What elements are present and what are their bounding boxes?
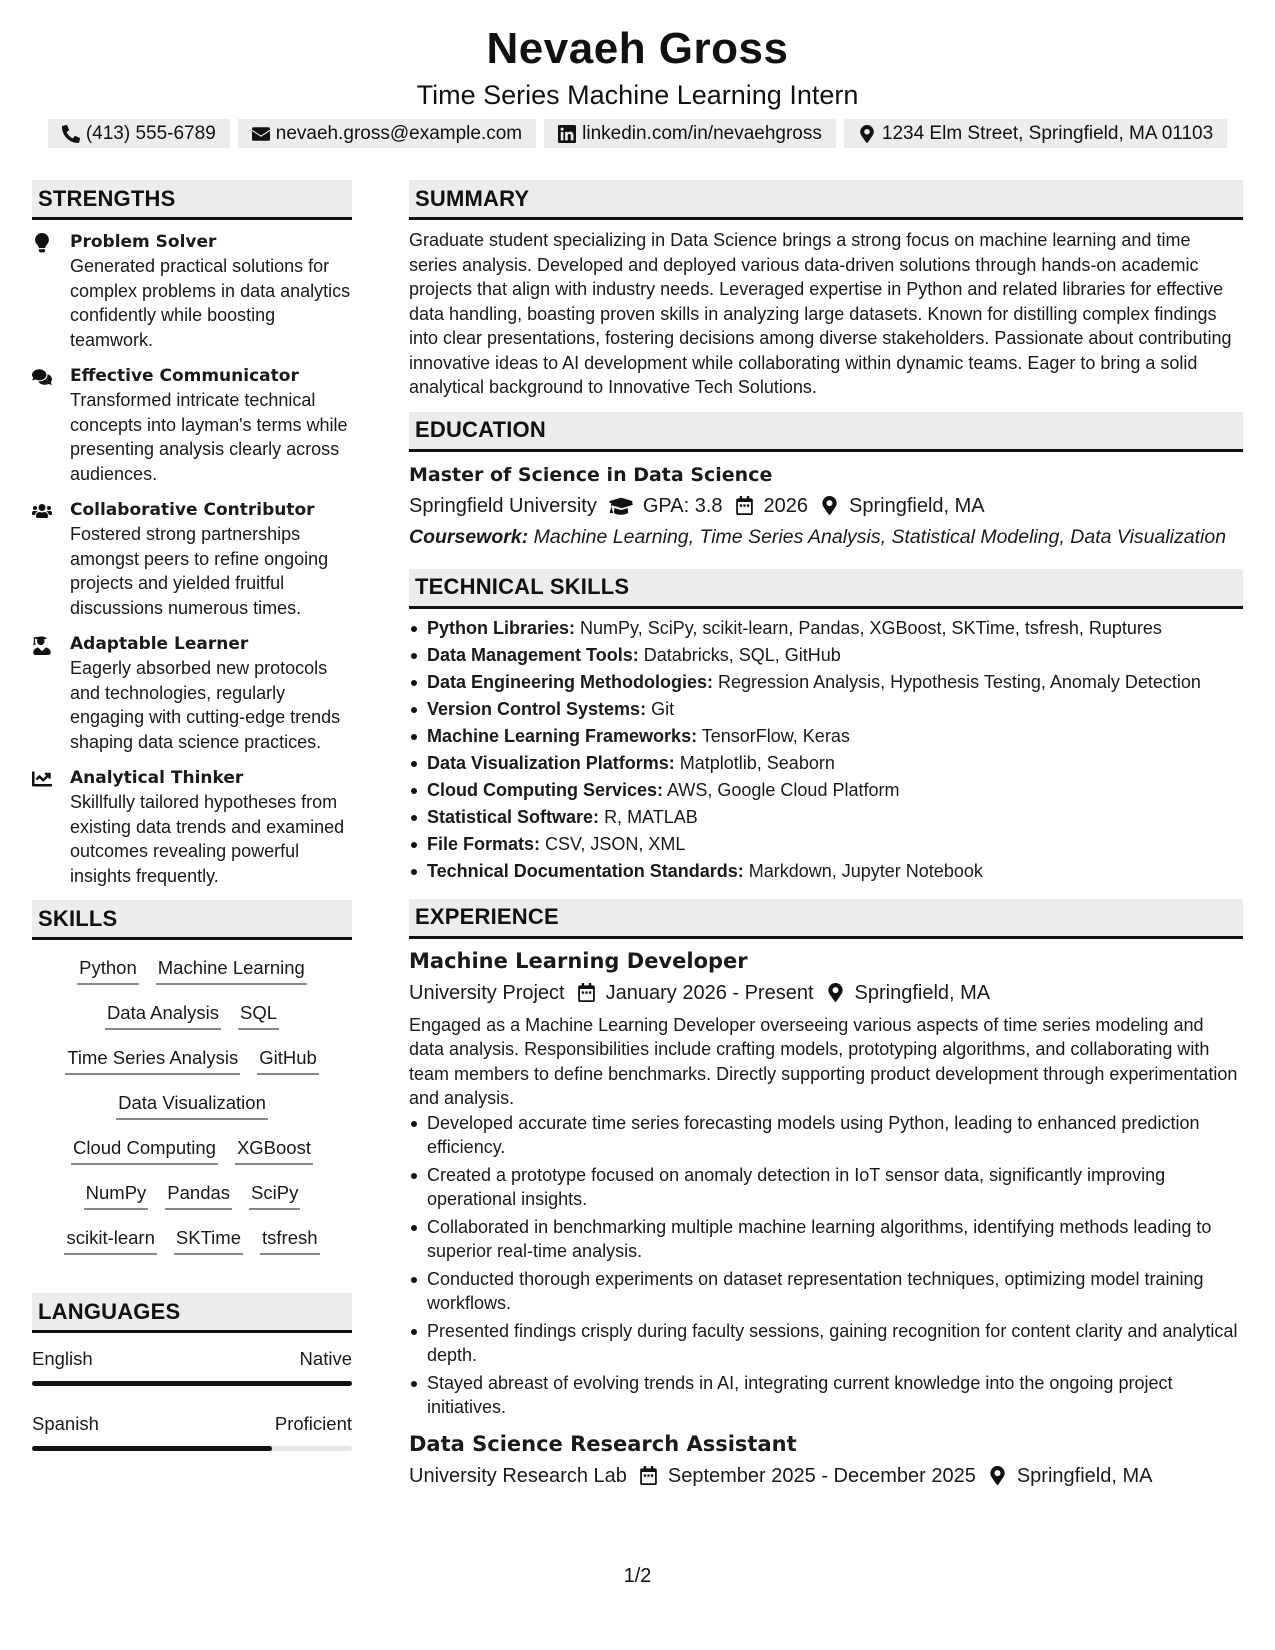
skill-tag: Python <box>77 956 139 985</box>
contact-bar <box>0 119 1275 148</box>
contact-linkedin-text: linkedin.com/in/nevaehgross <box>582 122 822 144</box>
list-item: Stayed abreast of evolving trends in AI, integrating current knowledge into the ongoing project initiatives. <box>409 1371 1243 1420</box>
phone-icon <box>62 125 80 143</box>
tech-label: Data Management Tools: <box>427 644 639 665</box>
list-item: Collaborated in benchmarking multiple machine learning algorithms, identifying methods leading to superior real-time analysis. <box>409 1215 1243 1264</box>
school-name: Springfield University <box>409 494 597 517</box>
language-bar <box>32 1381 352 1386</box>
contact-linkedin <box>544 119 836 148</box>
users-icon <box>32 501 52 521</box>
strength-item <box>32 498 352 620</box>
tech-value: NumPy, SciPy, scikit-learn, Pandas, XGBoost, SKTime, tsfresh, Ruptures <box>580 617 1162 638</box>
tech-value: Markdown, Jupyter Notebook <box>748 860 983 881</box>
candidate-name: Nevaeh Gross <box>486 24 789 73</box>
skill-tag: Cloud Computing <box>71 1136 218 1165</box>
summary-text: Graduate student specializing in Data Science brings a strong focus on machine learning and time series analysis. Developed and deployed various data-driven solutions through hands-on academic projects that align with industry needs. Leveraged expertise in Python and related libraries for effective data handling, boasting proven skills in analyzing large datasets. Known for distilling complex findings into clear presentations, fostering decisions among diverse stakeholders. Passionate about contributing innovative ideas to AI development while collaborating within dynamic teams. Eager to bring a solid analytical background to Innovative Tech Solutions. <box>409 230 1232 397</box>
language-bar <box>32 1446 352 1451</box>
list-item: Developed accurate time series forecasting models using Python, leading to enhanced prediction efficiency. <box>409 1111 1243 1160</box>
tech-value: R, MATLAB <box>604 806 698 827</box>
strength-item <box>32 364 352 486</box>
job-org: University Project <box>409 981 565 1004</box>
education-location: Springfield, MA <box>849 494 985 517</box>
skill-tag: Data Visualization <box>116 1091 268 1120</box>
strength-desc: Fostered strong partnerships amongst peers to refine ongoing projects and yielded fruitful discussions numerous times. <box>70 524 329 618</box>
language-level: Proficient <box>274 1413 352 1434</box>
skill-tag: GitHub <box>257 1046 319 1075</box>
chart-line-icon <box>32 769 52 789</box>
education-meta <box>409 491 1243 521</box>
tech-label: Python Libraries: <box>427 617 576 638</box>
tech-label: Machine Learning Frameworks: <box>427 725 698 746</box>
language-name: Spanish <box>32 1413 99 1434</box>
tech-label: Cloud Computing Services: <box>427 779 664 800</box>
strength-desc: Transformed intricate technical concepts into layman's terms while presenting analysis clearly across audiences. <box>70 390 348 484</box>
map-pin-icon <box>858 125 876 143</box>
tech-label: File Formats: <box>427 833 541 854</box>
summary-heading: SUMMARY <box>409 180 1243 220</box>
resume-header <box>0 0 1275 148</box>
strength-desc: Skillfully tailored hypotheses from existing data trends and examined outcomes revealing powerful insights frequently. <box>70 792 345 886</box>
skill-tag: XGBoost <box>235 1136 313 1165</box>
gpa: GPA: 3.8 <box>642 494 723 517</box>
tech-value: Git <box>651 698 675 719</box>
job-title: Machine Learning Developer <box>409 948 748 973</box>
list-item <box>409 750 1243 777</box>
calendar-icon <box>639 1466 658 1485</box>
job-entry <box>409 947 1243 1420</box>
skill-tag: Pandas <box>165 1181 232 1210</box>
list-item: Created a prototype focused on anomaly detection in IoT sensor data, significantly improving operational insights. <box>409 1163 1243 1212</box>
job-org: University Research Lab <box>409 1464 627 1487</box>
skills-heading: SKILLS <box>32 900 352 940</box>
list-item <box>409 642 1243 669</box>
tech-label: Data Engineering Methodologies: <box>427 671 714 692</box>
tech-value: AWS, Google Cloud Platform <box>667 779 900 800</box>
strength-title: Collaborative Contributor <box>70 500 315 520</box>
graduate-icon <box>32 635 52 655</box>
skill-tag: Data Analysis <box>105 1001 221 1030</box>
strength-item <box>32 230 352 352</box>
graduation-cap-icon <box>609 496 633 515</box>
map-pin-icon <box>988 1466 1007 1485</box>
coursework <box>409 525 1243 549</box>
list-item <box>409 777 1243 804</box>
skill-tag: NumPy <box>84 1181 149 1210</box>
skill-tag: Machine Learning <box>156 956 307 985</box>
language-bar-fill <box>32 1381 352 1386</box>
list-item <box>409 696 1243 723</box>
technical-skills-heading: TECHNICAL SKILLS <box>409 569 1243 609</box>
job-location: Springfield, MA <box>1016 1464 1153 1487</box>
lightbulb-icon <box>32 233 52 253</box>
list-item: Presented findings crisply during faculty sessions, gaining recognition for content clarity and analytical depth. <box>409 1319 1243 1368</box>
tech-label: Technical Documentation Standards: <box>427 860 744 881</box>
right-column <box>409 180 1243 1491</box>
language-name: English <box>32 1348 93 1369</box>
skill-tag: tsfresh <box>260 1226 320 1255</box>
linkedin-icon <box>558 125 576 143</box>
contact-email <box>238 119 536 148</box>
job-meta <box>409 1461 1243 1491</box>
coursework-list: Machine Learning, Time Series Analysis, Statistical Modeling, Data Visualization <box>533 525 1227 548</box>
language-item <box>32 1412 352 1436</box>
envelope-icon <box>252 125 270 143</box>
job-meta <box>409 978 1243 1008</box>
skill-tag: SciPy <box>249 1181 300 1210</box>
languages-list <box>32 1347 352 1451</box>
job-title: Data Science Research Assistant <box>409 1431 797 1456</box>
strength-title: Analytical Thinker <box>70 768 244 788</box>
strength-title: Adaptable Learner <box>70 634 249 654</box>
experience-heading: EXPERIENCE <box>409 899 1243 939</box>
strengths-list <box>32 230 352 888</box>
list-item <box>409 723 1243 750</box>
list-item <box>409 831 1243 858</box>
list-item <box>409 669 1243 696</box>
strength-title: Effective Communicator <box>70 366 299 386</box>
language-item <box>32 1347 352 1371</box>
coursework-label: Coursework: <box>409 525 529 548</box>
tech-value: Regression Analysis, Hypothesis Testing, Anomaly Detection <box>718 671 1201 692</box>
tech-value: Matplotlib, Seaborn <box>679 752 835 773</box>
languages-heading: LANGUAGES <box>32 1293 352 1333</box>
map-pin-icon <box>820 496 839 515</box>
tech-value: Databricks, SQL, GitHub <box>643 644 841 665</box>
strengths-heading: STRENGTHS <box>32 180 352 220</box>
job-bullets <box>409 1111 1243 1420</box>
list-item <box>409 804 1243 831</box>
list-item <box>409 858 1243 885</box>
tech-label: Version Control Systems: <box>427 698 647 719</box>
contact-phone <box>48 119 230 148</box>
skill-tag: SKTime <box>174 1226 243 1255</box>
tech-label: Statistical Software: <box>427 806 600 827</box>
job-dates: September 2025 - December 2025 <box>667 1464 976 1487</box>
graduation-year: 2026 <box>763 494 809 517</box>
contact-phone-text: (413) 555-6789 <box>85 122 216 144</box>
degree: Master of Science in Data Science <box>409 463 773 486</box>
skill-tag: Time Series Analysis <box>65 1046 240 1075</box>
page-number: 1/2 <box>623 1565 652 1587</box>
list-item <box>409 615 1243 642</box>
language-level: Native <box>299 1348 352 1369</box>
technical-skills-list <box>409 615 1243 885</box>
job-description: Engaged as a Machine Learning Developer overseeing various aspects of time series modeling and data analysis. Responsibilities include crafting models, prototyping algorithms, and collaborating with team members to define benchmarks. Directly supporting product development through experimentation and analysis. <box>409 1014 1238 1108</box>
job-dates: January 2026 - Present <box>605 981 814 1004</box>
skill-tag: SQL <box>238 1001 279 1030</box>
strength-item <box>32 632 352 754</box>
comments-icon <box>32 367 52 387</box>
strength-desc: Eagerly absorbed new protocols and technologies, regularly engaging with cutting-edge trends shaping data science practices. <box>70 658 341 752</box>
calendar-icon <box>577 983 596 1002</box>
strength-desc: Generated practical solutions for complex problems in data analytics confidently while boosting teamwork. <box>70 256 351 350</box>
list-item: Conducted thorough experiments on dataset representation techniques, optimizing model training workflows. <box>409 1267 1243 1316</box>
left-column <box>32 180 352 1477</box>
map-pin-icon <box>826 983 845 1002</box>
tech-value: CSV, JSON, XML <box>545 833 686 854</box>
tech-value: TensorFlow, Keras <box>701 725 850 746</box>
contact-address-text: 1234 Elm Street, Springfield, MA 01103 <box>881 122 1214 144</box>
skill-tag: scikit-learn <box>64 1226 156 1255</box>
calendar-icon <box>735 496 754 515</box>
contact-email-text: nevaeh.gross@example.com <box>275 122 523 144</box>
strength-title: Problem Solver <box>70 232 217 252</box>
contact-address <box>844 119 1227 148</box>
job-entry <box>409 1430 1243 1491</box>
strength-item <box>32 766 352 888</box>
education-heading: EDUCATION <box>409 412 1243 452</box>
job-title: Time Series Machine Learning Intern <box>416 80 859 110</box>
tech-label: Data Visualization Platforms: <box>427 752 675 773</box>
language-bar-fill <box>32 1446 272 1451</box>
job-location: Springfield, MA <box>854 981 991 1004</box>
skills-tags <box>32 950 352 1265</box>
